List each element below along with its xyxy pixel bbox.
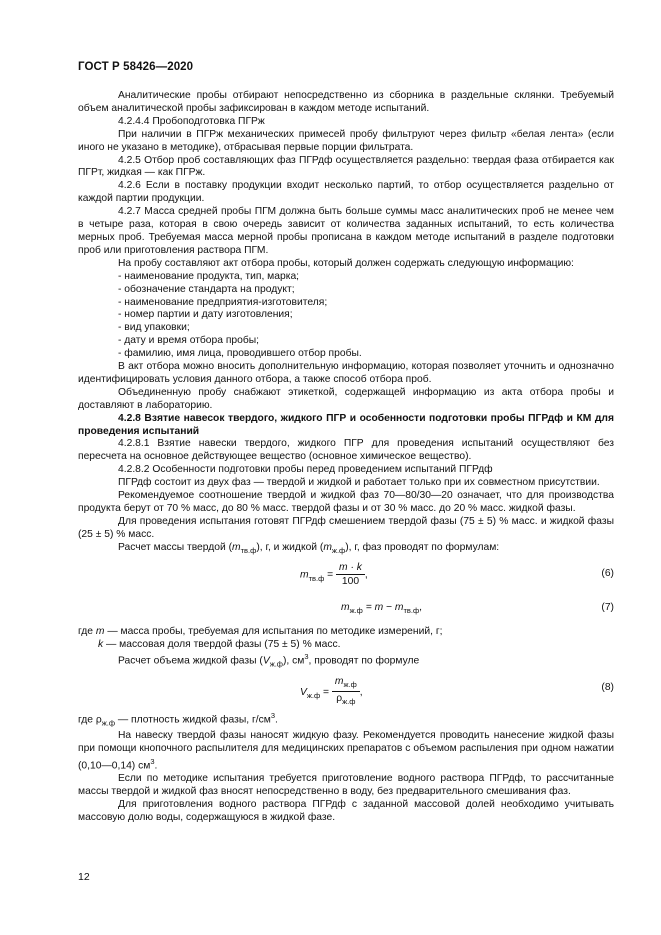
- formula-7: [78, 602, 614, 626]
- formula-comma: ,: [364, 569, 368, 581]
- symbol: V: [262, 655, 270, 667]
- paragraph: Рекомендуемое соотношение твердой и жидкой фаз 70—80/30—20 означает, что для производства продукта берут от 70 % масс, до 80 % масс. твердой фазы и от 30 % масс. до 20 % масс. жидкой фазы.: [78, 490, 614, 514]
- list-item: - номер партии и дату изготовления;: [118, 309, 293, 321]
- equals-sign: =: [324, 569, 337, 581]
- fraction-numerator: m · k: [336, 562, 365, 575]
- subscript: ж.ф: [101, 718, 116, 728]
- text-fragment: .: [275, 714, 278, 726]
- paragraph: Если по методике испытания требуется приготовление водного раствора ПГРдф, то рассчитанные массы твердой и жидкой фаз вносят непосредственно в воду, без предварительного смешивания фаз.: [78, 773, 614, 798]
- list-item: - обозначение стандарта на продукт;: [118, 283, 295, 295]
- formula-number: (8): [601, 681, 614, 693]
- document-body: [78, 90, 614, 825]
- superscript: 3: [150, 757, 155, 767]
- formula-6: [78, 562, 614, 596]
- text-fragment: , проводят по формуле: [308, 655, 420, 667]
- list-item: - вид упаковки;: [118, 322, 190, 334]
- fraction-denominator: [332, 692, 360, 708]
- formula-symbol: m: [300, 569, 309, 581]
- paragraph: [78, 730, 614, 773]
- formula-comma: ,: [359, 686, 363, 698]
- subscript: ж.ф: [343, 679, 357, 689]
- symbol: m: [95, 625, 105, 637]
- text-fragment: — массовая доля твердой фазы (75 ± 5) % масс.: [103, 638, 341, 650]
- symbol: k: [98, 638, 104, 650]
- paragraph-mass-calc: [78, 542, 614, 558]
- formula-legend: [78, 710, 614, 730]
- formula-number: (6): [601, 567, 614, 579]
- symbol: m: [232, 541, 241, 553]
- paragraph-volume-calc: [78, 651, 614, 671]
- subscript: ж.ф: [342, 696, 356, 706]
- document-header: ГОСТ Р 58426—2020: [78, 61, 194, 73]
- paragraph: На пробу составляют акт отбора пробы, который должен содержать следующую информацию:: [118, 257, 574, 269]
- equals-sign: =: [320, 686, 332, 698]
- text-fragment: .: [154, 760, 158, 772]
- subscript: ж.ф: [306, 690, 321, 700]
- paragraph: В акт отбора можно вносить дополнительную информацию, которая позволяет уточнить и однозначно идентифицировать условия данного отбора, а также способ отбора проб.: [78, 361, 614, 385]
- formula-8: [78, 676, 614, 710]
- text-fragment: ), см: [282, 655, 305, 667]
- fraction: [336, 562, 365, 588]
- section-heading: 4.2.4.4 Пробоподготовка ПГРж: [118, 115, 265, 127]
- symbol: m: [323, 541, 332, 553]
- paragraph: 4.2.6 Если в поставку продукции входит несколько партий, то отбор осуществляется раздельно от каждой партии продукции.: [78, 180, 614, 205]
- formula-symbol: V: [300, 686, 307, 698]
- formula-symbol: m: [334, 675, 344, 687]
- text-fragment: ), г, фаз проводят по формулам:: [345, 541, 500, 553]
- fraction: [332, 676, 360, 708]
- text-fragment: На навеску твердой фазы наносят жидкую фазу. Рекомендуется проводить нанесение жидкой фазы при помощи кнопочного распылителя для медицинских препаратов с объемом распыления при одном нажатии (0,10—0,14) см: [78, 730, 614, 772]
- paragraph: Аналитические пробы отбирают непосредственно из сборника в раздельные склянки. Требуемый объем аналитической пробы зафиксирован в каждом методе испытаний.: [78, 90, 614, 114]
- text-fragment: где: [78, 714, 96, 726]
- text-fragment: ), г, и жидкой (: [256, 541, 324, 553]
- paragraph: При наличии в ПГРж механических примесей пробу фильтруют через фильтр «белая лента» (если иного не указано в методике), отбрасывая первые порции фильтрата.: [78, 128, 614, 153]
- fraction-denominator: 100: [341, 575, 360, 587]
- paragraph: 4.2.8.1 Взятие навески твердого, жидкого ПГР для проведения испытаний осуществляют без пересчета на основное действующее вещество (основное химическое вещество).: [78, 438, 614, 463]
- text-fragment: Расчет массы твердой (: [118, 541, 233, 553]
- formula-legend: [78, 639, 614, 652]
- subscript: ж.ф: [349, 605, 363, 615]
- formula-symbol: m: [341, 601, 350, 613]
- list-item: - наименование продукта, тип, марка;: [118, 270, 300, 282]
- text-fragment: где: [78, 625, 96, 637]
- paragraph: Для приготовления водного раствора ПГРдф с заданной массовой долей необходимо учитывать массовую долю воды, содержащуюся в жидкой фазе.: [78, 799, 614, 824]
- formula-expression: = m − m: [362, 601, 404, 613]
- formula-legend: [78, 626, 614, 639]
- formula-comma: ,: [419, 601, 423, 613]
- superscript: 3: [304, 652, 309, 662]
- page-number: 12: [78, 871, 90, 883]
- superscript: 3: [270, 710, 276, 720]
- paragraph: Объединенную пробу снабжают этикеткой, содержащей информацию из акта отбора пробы и доставляют в лабораторию.: [78, 386, 614, 411]
- formula-number: (7): [601, 601, 614, 613]
- subscript: тв.ф: [308, 573, 325, 583]
- text-fragment: — масса пробы, требуемая для испытания по методике измерений, г;: [104, 625, 443, 637]
- subscript: ж.ф: [269, 659, 283, 669]
- fraction-numerator: [332, 676, 360, 692]
- formula-symbol: ρ: [336, 692, 343, 704]
- paragraph: 4.2.8.2 Особенности подготовки пробы перед проведением испытаний ПГРдф: [118, 464, 493, 476]
- list-item: - дату и время отбора пробы;: [118, 335, 260, 347]
- text-fragment: — плотность жидкой фазы, г/см: [115, 714, 271, 726]
- list-item: - фамилию, имя лица, проводившего отбор пробы.: [118, 348, 362, 360]
- subscript: тв.ф: [240, 545, 257, 555]
- list-item: - наименование предприятия-изготовителя;: [118, 296, 328, 308]
- paragraph: ПГРдф состоит из двух фаз — твердой и жидкой и работает только при их совместном присутствии.: [118, 477, 600, 489]
- paragraph: 4.2.7 Масса средней пробы ПГМ должна быть больше суммы масс аналитических проб не менее чем в четыре раза, которая в свою очередь зависит от количества заданных испытаний, то есть количества мерных проб. Требуемая масса мерной пробы прописана в каждом методе испытаний в разделе подготовки проб или приготовления раствора ПГМ.: [78, 206, 614, 256]
- paragraph: 4.2.5 Отбор проб составляющих фаз ПГРдф осуществляется раздельно: твердая фаза отбирается как ПГРт, жидкая — как ПГРж.: [78, 154, 614, 179]
- subscript: ж.ф: [331, 545, 346, 555]
- text-fragment: Расчет объема жидкой фазы (: [118, 655, 263, 667]
- paragraph: Для проведения испытания готовят ПГРдф смешением твердой фазы (75 ± 5) % масс. и жидкой фазы (25 ± 5) % масс.: [78, 515, 614, 540]
- symbol: ρ: [95, 714, 102, 726]
- subscript: тв.ф: [403, 605, 420, 615]
- section-heading-bold: 4.2.8 Взятие навесок твердого, жидкого ПГР и особенности подготовки пробы ПГРдф и КМ для проведения испытаний: [78, 412, 614, 437]
